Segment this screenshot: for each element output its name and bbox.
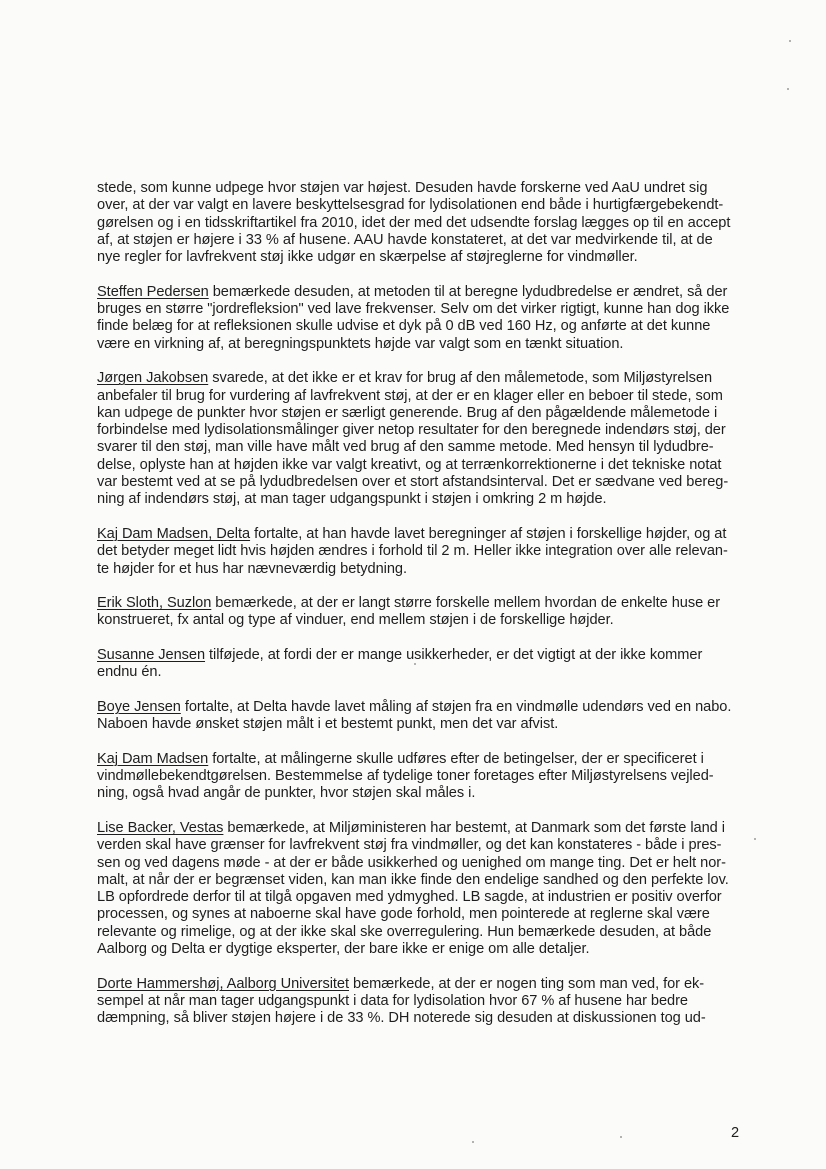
line-text: tilføjede, at fordi der er mange usikkerheder, er det vigtigt at der ikke kommer (205, 647, 703, 664)
text-line (97, 284, 757, 301)
text-line (97, 664, 757, 681)
line-text: svarer til den støj, man ville have målt ved brug af den samme metode. Med hensyn til lydudbre- (97, 439, 714, 456)
text-line (97, 543, 757, 560)
line-text: forbindelse med lydisolationsmålinger giver netop resultater for den beregnede indendørs støj, der (97, 422, 726, 439)
text-line (97, 561, 757, 578)
text-line (97, 180, 757, 197)
paragraph (97, 180, 757, 266)
text-line (97, 872, 757, 889)
paragraph (97, 526, 757, 578)
text-line (97, 318, 757, 335)
line-text: stede, som kunne udpege hvor støjen var højest. Desuden havde forskerne ved AaU undret sig (97, 180, 708, 196)
line-text: delse, oplyste han at højden ikke var valgt kreativt, og at terrænkorrektionerne i det tekniske notat (97, 456, 722, 473)
line-text: te højder for et hus har nævneværdig betydning. (97, 560, 407, 577)
line-text: fortalte, at han havde lavet beregninger af støjen i forskellige højder, og at (250, 525, 727, 542)
line-text: være en virkning af, at beregningspunktets højde var valgt som en tænkt situation. (97, 335, 624, 352)
line-text: nye regler for lavfrekvent støj ikke udgør en skærpelse af støjreglerne for vindmøller. (97, 249, 638, 266)
text-line (97, 889, 757, 906)
text-line (97, 751, 757, 768)
line-text: svarede, at det ikke er et krav for brug af den målemetode, som Miljøstyrelsen (208, 370, 713, 387)
line-text: over, at der var valgt en lavere beskyttelsesgrad for lydisolationen end både i hurtigfærgebekendt- (97, 197, 724, 214)
speaker-name: Susanne Jensen (97, 647, 206, 664)
page-number: 2 (731, 1125, 740, 1141)
speaker-name: Kaj Dam Madsen (97, 750, 209, 767)
line-text: endnu én. (97, 664, 162, 681)
paragraph (97, 751, 757, 803)
scan-speck (472, 1141, 474, 1143)
line-text: sen og ved dagens møde - at der er både usikkerhed og uenighed om mange ting. Det er helt nor- (97, 854, 726, 871)
paragraph (97, 699, 757, 734)
scan-speck (414, 663, 416, 665)
line-text: gørelsen og i en tidsskriftartikel fra 2010, idet der med det udsendte forslag lægges op til en accept (97, 214, 731, 231)
line-text: vindmøllebekendtgørelsen. Bestemmelse af tydelige toner foretages efter Miljøstyrelsens vejled- (97, 768, 714, 785)
paragraph (97, 647, 757, 682)
line-text: Aalborg og Delta er dygtige eksperter, der bare ikke er enige om alle detaljer. (97, 941, 590, 958)
text-line (97, 526, 757, 543)
line-text: af, at støjen er højere i 33 % af husene. AAU havde konstateret, at det var medvirkende til, at de (97, 231, 713, 248)
scan-speck (787, 88, 789, 90)
line-text: LB opfordrede derfor til at tilgå opgaven med ydmyghed. LB sagde, at industrien er positiv overfor (97, 889, 722, 906)
speaker-name: Lise Backer, Vestas (97, 819, 224, 836)
text-line (97, 906, 757, 923)
text-line (97, 941, 757, 958)
line-text: anbefaler til brug for vurdering af lavfrekvent støj, at der er en klager eller en beboer til stede, som (97, 387, 723, 404)
line-text: processen, og synes at naboerne skal have gode forhold, men pointerede at reglerne skal være (97, 906, 710, 923)
document-body (97, 180, 757, 1045)
text-line (97, 474, 757, 491)
text-line (97, 768, 757, 785)
text-line (97, 232, 757, 249)
text-line (97, 336, 757, 353)
text-line (97, 215, 757, 232)
line-text: bemærkede desuden, at metoden til at beregne lydudbredelse er ændret, så der (208, 283, 728, 300)
line-text: konstrueret, fx antal og type af vinduer, end mellem støjen i de forskellige højder. (97, 612, 614, 629)
text-line (97, 439, 757, 456)
text-line (97, 1010, 757, 1027)
text-line (97, 422, 757, 439)
paragraph (97, 284, 757, 353)
text-line (97, 820, 757, 837)
text-line (97, 388, 757, 405)
line-text: verden skal have grænser for lavfrekvent støj fra vindmøller, og det kan konstateres - både i pres- (97, 837, 722, 854)
line-text: kan udpege de punkter hvor støjen er særligt generende. Brug af den pågældende målemetode i (97, 404, 718, 421)
speaker-name: Dorte Hammershøj, Aalborg Universitet (97, 975, 350, 992)
line-text: ning af indendørs støj, at man tager udgangspunkt i støjen i omkring 2 m højde. (97, 491, 607, 508)
text-line (97, 993, 757, 1010)
paragraph (97, 976, 757, 1028)
text-line (97, 595, 757, 612)
text-line (97, 301, 757, 318)
speaker-name: Boye Jensen (97, 698, 181, 715)
text-line (97, 837, 757, 854)
text-line (97, 647, 757, 664)
line-text: bruges en større "jordrefleksion" ved lave frekvenser. Selv om det virker rigtigt, kunne han dog ikke (97, 301, 730, 318)
line-text: det betyder meget lidt hvis højden ændres i forhold til 2 m. Heller ikke integration over alle relevan- (97, 543, 728, 560)
line-text: malt, at når der er begrænset viden, kan man ikke finde den endelige sandhed og den perfekte lov. (97, 871, 729, 888)
speaker-name: Kaj Dam Madsen, Delta (97, 525, 251, 542)
line-text: dæmpning, så bliver støjen højere i de 33 %. DH noterede sig desuden at diskussionen tog ud- (97, 1010, 706, 1027)
text-line (97, 457, 757, 474)
text-line (97, 976, 757, 993)
text-line (97, 716, 757, 733)
line-text: relevante og rimelige, og at der ikke skal ske overregulering. Hun bemærkede desuden, at både (97, 923, 712, 940)
line-text: fortalte, at Delta havde lavet måling af støjen fra en vindmølle udendørs ved en nabo. (180, 698, 732, 715)
line-text: fortalte, at målingerne skulle udføres efter de betingelser, der er specificeret i (208, 750, 704, 767)
line-text: var bestemt ved at se på lydudbredelsen over et stort afstandsinterval. Det er sædvane ved bereg- (97, 474, 729, 491)
line-text: finde belæg for at refleksionen skulle udvise et dyk på 0 dB ved 160 Hz, og anførte at det kunne (97, 318, 711, 335)
speaker-name: Jørgen Jakobsen (97, 370, 209, 387)
text-line (97, 370, 757, 387)
line-text: sempel at når man tager udgangspunkt i data for lydisolation hvor 67 % af husene har bedre (97, 992, 688, 1009)
line-text: bemærkede, at der er langt større forskelle mellem hvordan de enkelte huse er (211, 595, 721, 612)
text-line (97, 405, 757, 422)
text-line (97, 785, 757, 802)
speaker-name: Erik Sloth, Suzlon (97, 595, 212, 612)
paragraph (97, 370, 757, 508)
text-line (97, 491, 757, 508)
line-text: ning, også hvad angår de punkter, hvor støjen skal måles i. (97, 785, 476, 802)
text-line (97, 924, 757, 941)
line-text: Naboen havde ønsket støjen målt i et bestemt punkt, men det var afvist. (97, 716, 559, 733)
text-line (97, 612, 757, 629)
speaker-name: Steffen Pedersen (97, 283, 209, 300)
line-text: bemærkede, at der er nogen ting som man ved, for ek- (349, 975, 705, 992)
text-line (97, 855, 757, 872)
text-line (97, 699, 757, 716)
line-text: bemærkede, at Miljøministeren har bestemt, at Danmark som det første land i (223, 819, 725, 836)
text-line (97, 249, 757, 266)
text-line (97, 197, 757, 214)
scan-speck (620, 1136, 622, 1138)
scan-speck (789, 40, 791, 42)
paragraph (97, 595, 757, 630)
paragraph (97, 820, 757, 958)
scan-speck (754, 838, 756, 840)
